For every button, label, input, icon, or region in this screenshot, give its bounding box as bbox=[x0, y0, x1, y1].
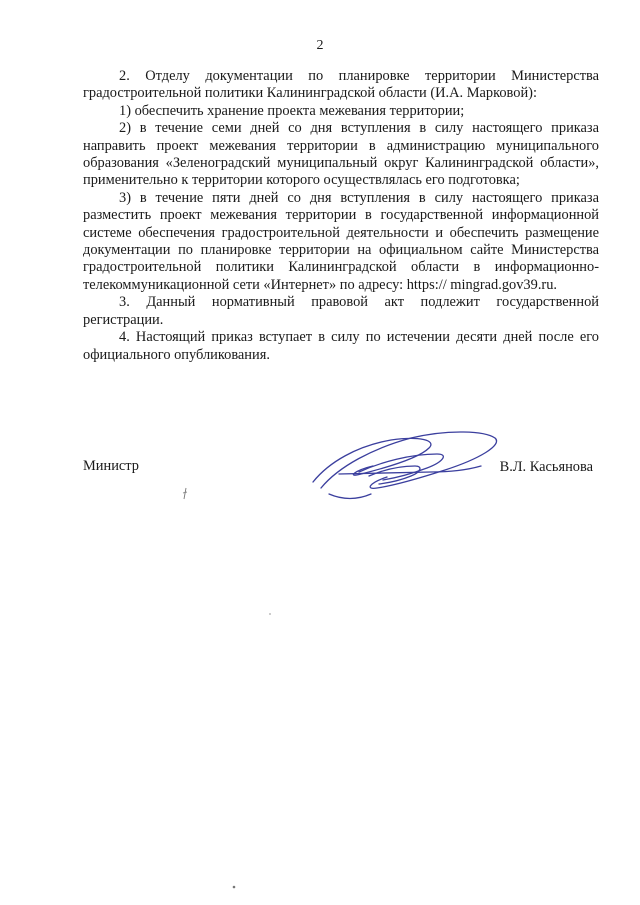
paragraph-subitem-3: 3) в течение пяти дней со дня вступления в силу настоящего приказа разместить проект межевания территории в государственной информационной системе обеспечения градостроительной деятельности и обеспечить размещение документации по планировке территории на официальном сайте Министерства градостроительной политики Калининградской области в информационно-телекоммуникационной сети «Интернет» по адресу: https:// mingrad.gov39.ru. bbox=[83, 189, 599, 293]
scan-mark bbox=[181, 487, 189, 501]
scan-dot bbox=[231, 884, 237, 890]
signature-block bbox=[83, 426, 599, 516]
paragraph-subitem-2: 2) в течение семи дней со дня вступления в силу настоящего приказа направить проект межевания территории в администрацию муниципального образования «Зеленоградский муниципальный округ Калининградской области», применительно к территории которого осуществлялась его подготовка; bbox=[83, 120, 599, 189]
paragraph-subitem-1: 1) обеспечить хранение проекта межевания территории; bbox=[119, 102, 465, 119]
paragraph-item-2: 2. Отделу документации по планировке территории Министерства градостроительной политики Калининградской области (И.А. Марковой): bbox=[83, 68, 599, 102]
document-body bbox=[83, 68, 599, 364]
page-number: 2 bbox=[316, 38, 324, 53]
signer-name: В.Л. Касьянова bbox=[499, 459, 593, 475]
scan-dot bbox=[268, 612, 272, 616]
paragraph-item-3: 3. Данный нормативный правовой акт подлежит государственной регистрации. bbox=[83, 294, 599, 328]
handwritten-signature bbox=[299, 426, 509, 516]
signer-title: Министр bbox=[83, 458, 139, 474]
paragraph-item-4: 4. Настоящий приказ вступает в силу по истечении десяти дней после его официального опубликования. bbox=[83, 329, 599, 363]
